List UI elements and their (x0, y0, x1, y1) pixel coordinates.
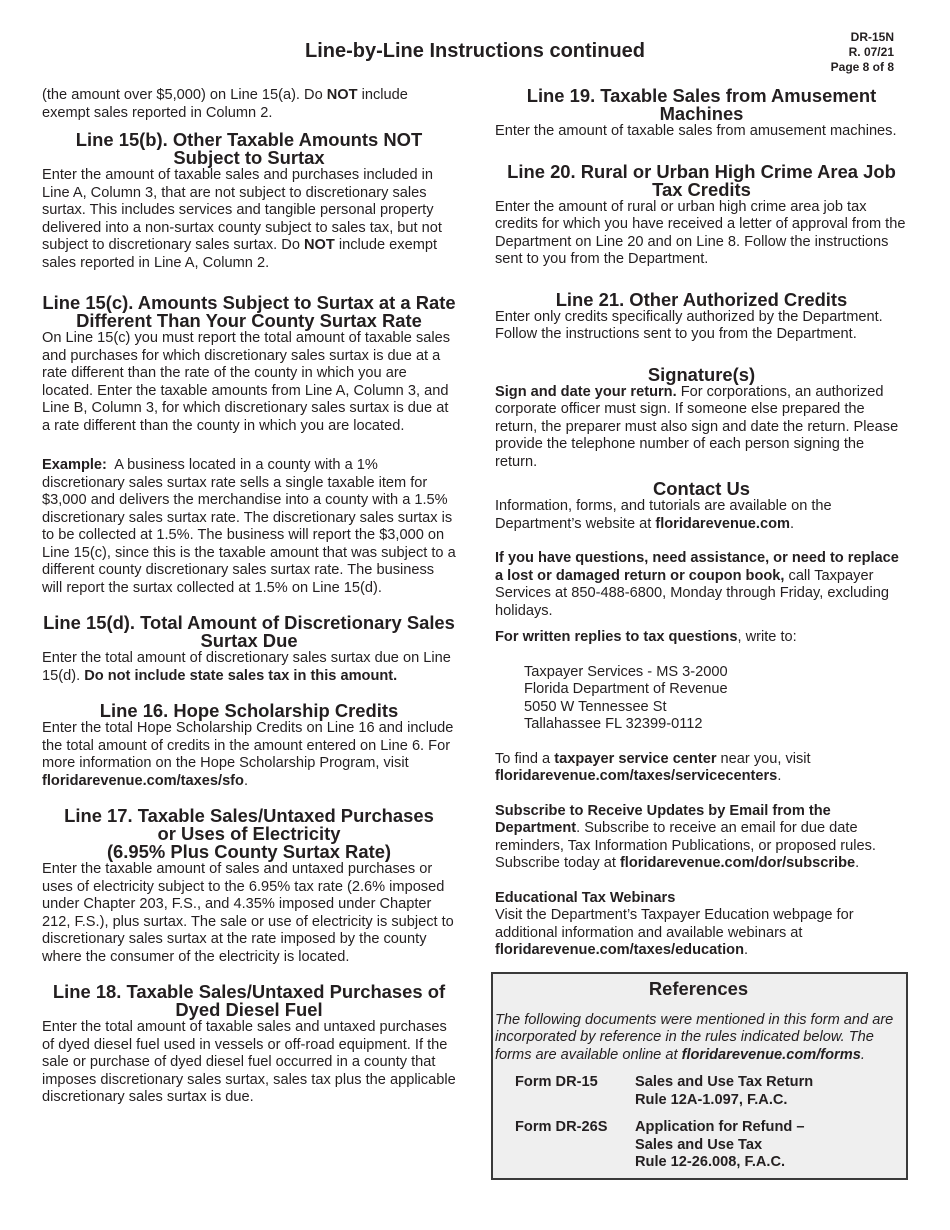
line-15b-heading: Line 15(b). Other Taxable Amounts NOT Subject to Surtax (75, 129, 423, 168)
references-box (491, 972, 908, 1180)
reference-description: Application for Refund – Sales and Use Tax Rule 12-26.008, F.A.C. (635, 1119, 805, 1170)
references-table (495, 1074, 902, 1172)
contact-heading: Contact Us (652, 478, 751, 499)
line-15c-text: On Line 15(c) you must report the total amount of taxable sales and purchases for which discretionary sales surtax is due at a rate different than the rate of the county in which you are located. Enter the taxable amounts from Line A, Column 3, and Line B, Column 3, for which discretionary sales surtax is due at a rate different than the county in which you are located. (42, 330, 451, 434)
example-text: Example: A business located in a county with a 1% discretionary sales surtax rate sells a single taxable item for $3,000 and delivers the merchandise into a county with a 1.5% discretionary sales surtax rate. The discretionary sales surtax is to be collected at 1.5%. The business will report the $3,000 on Line 15(c), since this is the taxable amount that was subject to a different county discretionary sales surtax rate. The business will report the surtax collected at 1.5% on Line 15(d). (42, 457, 460, 596)
sfo-link[interactable]: floridarevenue.com/taxes/sfo (42, 772, 244, 789)
right-column (495, 87, 908, 1180)
line-15d-text: Enter the total amount of discretionary sales surtax due on Line 15(d). Do not include state sales tax in this amount. (42, 650, 451, 684)
line-17-text: Enter the taxable amount of sales and untaxed purchases or uses of electricity subject to the 6.95% tax rate (2.6% imposed under Chapter 203, F.S., and 4.35% imposed under Chapter 212, F.S.), plus surtax. The sale or use of electricity is subject to discretionary sales surtax at the rate imposed by the county where the consumer of the electricity is located. (42, 861, 454, 965)
subscribe-link[interactable]: floridarevenue.com/dor/subscribe (619, 855, 856, 871)
forms-link[interactable]: floridarevenue.com/forms (681, 1046, 861, 1063)
webinars-heading: Educational Tax Webinars (495, 889, 676, 906)
reference-row (495, 1074, 902, 1109)
reference-row (495, 1119, 902, 1172)
line-16-heading: Line 16. Hope Scholarship Credits (99, 700, 399, 721)
form-revision: R. 07/21 (848, 45, 894, 59)
line-15b-text: Enter the amount of taxable sales and purchases included in Line A, Column 3, that are not subject to discretionary sales surtax. This includes services and tangible personal property delivered into a non-surtax county subject to sales tax, but not subject to discretionary sales surtax. Do NOT include exempt sales reported in Line A, Column 2. (42, 167, 442, 271)
service-centers-link[interactable]: floridarevenue.com/taxes/servicecenters (495, 768, 778, 784)
education-link[interactable]: floridarevenue.com/taxes/education (495, 942, 744, 958)
line-18-heading: Line 18. Taxable Sales/Untaxed Purchases of Dyed Diesel Fuel (52, 981, 446, 1020)
website-link[interactable]: floridarevenue.com (655, 515, 790, 532)
line-19-heading: Line 19. Taxable Sales from Amusement Machines (526, 85, 877, 124)
line-21-heading: Line 21. Other Authorized Credits (555, 288, 848, 310)
form-identifier (831, 30, 894, 75)
service-center-text: To find a taxpayer service center near you, visit floridarevenue.com/taxes/servicecenters. (495, 750, 811, 784)
subscribe-text: Subscribe to Receive Updates by Email from the Department. Subscribe to receive an email for due date reminders, Tax Information Publications, or proposed rules. Subscribe today at floridarevenue.com/dor/subscribe. (495, 802, 876, 871)
signature-heading: Signature(s) (647, 363, 756, 385)
left-column (42, 87, 460, 1107)
reference-form: Form DR-15 (515, 1074, 598, 1090)
line-17-heading: Line 17. Taxable Sales/Untaxed Purchases or Uses of Electricity (6.95% Plus County Surtax Rate) (64, 805, 434, 862)
line-16-text: Enter the total Hope Scholarship Credits on Line 16 and include the total amount of credits in the amount entered on Line 6. For more information on the Hope Scholarship Program, visit floridarevenue.com/taxes/sfo. (42, 720, 454, 789)
form-number: DR-15N (850, 30, 894, 44)
continued-text: (the amount over $5,000) on Line 15(a). Do NOT include exempt sales reported in Column 2. (42, 87, 408, 121)
page-title: Line-by-Line Instructions continued (305, 40, 645, 62)
line-20-text: Enter the amount of rural or urban high crime area job tax credits for which you have received a letter of approval from the Department on Line 20 and on Line 8. Follow the instructions sent to you from the Department. (495, 198, 906, 267)
line-20-heading: Line 20. Rural or Urban High Crime Area Job Tax Credits (507, 160, 896, 200)
contact-text: Information, forms, and tutorials are available on the Department’s website at floridarevenue.com. (495, 498, 832, 532)
reference-form: Form DR-26S (515, 1119, 608, 1135)
reference-description: Sales and Use Tax Return Rule 12A-1.097, F.A.C. (635, 1074, 814, 1108)
written-replies-text: For written replies to tax questions, write to: (495, 629, 797, 645)
line-19-text: Enter the amount of taxable sales from amusement machines. (495, 123, 897, 139)
page-number: Page 8 of 8 (830, 60, 894, 74)
questions-text: If you have questions, need assistance, or need to replace a lost or damaged return or coupon book, call Taxpayer Services at 850-488-6800, Monday through Friday, excluding holidays. (495, 550, 899, 619)
signature-text: Sign and date your return. For corporations, an authorized corporate officer must sign. If someone else prepared the return, the preparer must also sign and date the return. Please provide the telephone number of each person signing the return. (495, 383, 899, 470)
references-intro: The following documents were mentioned in this form and are incorporated by reference in the rules indicated below. The forms are available online at floridarevenue.com/forms. (495, 1011, 894, 1063)
webinars-text: Visit the Department’s Taxpayer Education webpage for additional information and available webinars at floridarevenue.com/taxes/education. (495, 907, 854, 958)
references-heading: References (648, 977, 749, 999)
line-18-text: Enter the total amount of taxable sales and untaxed purchases of dyed diesel fuel used in vessels or off-road equipment. If the sale or purchase of dyed diesel fuel occurred in a county that imposes discretionary sales surtax, sales tax plus the applicable discretionary sales surtax is due. (42, 1019, 456, 1105)
line-15c-heading: Line 15(c). Amounts Subject to Surtax at a Rate Different Than Your County Surtax Rate (42, 292, 456, 331)
line-21-text: Enter only credits specifically authorized by the Department. Follow the instructions sent to you from the Department. (495, 308, 883, 342)
line-15d-heading: Line 15(d). Total Amount of Discretionary Sales Surtax Due (43, 612, 455, 651)
mailing-address: Taxpayer Services - MS 3-2000 Florida Department of Revenue 5050 W Tennessee St Tallahassee FL 32399-0112 (524, 663, 728, 732)
